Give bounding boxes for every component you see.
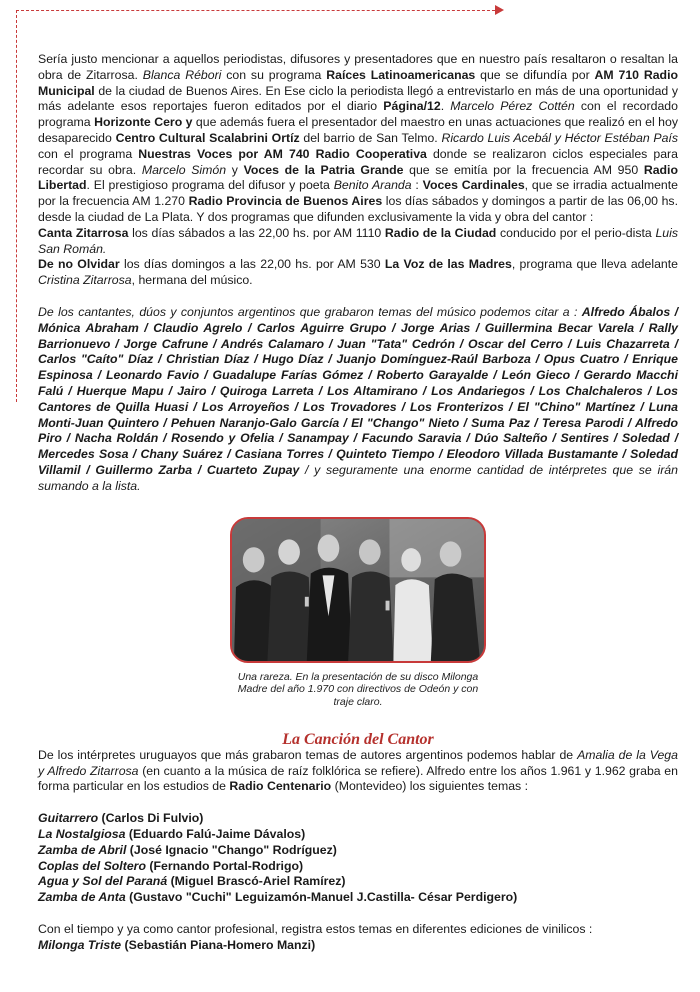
program-name: Raíces Latinoamericanas (326, 67, 476, 82)
list-item (38, 827, 678, 843)
program-name: Horizonte Cero y (94, 115, 193, 130)
text: que además fuera el presentador del maestro en unas actuaciones que realizó en el hoy desaparecido (38, 115, 679, 145)
list-item (38, 890, 678, 906)
song-authors: (Sebastián Piana-Homero Manzi) (121, 937, 316, 952)
song-title: Milonga Triste (38, 937, 122, 952)
text: Con el tiempo y ya como cantor profesional, registra estos temas en diferentes ediciones de vinilicos : (38, 921, 593, 936)
text: donde se realizaron ciclos especiales para recordar su obra. (38, 146, 678, 177)
decorative-arrow-line (16, 10, 500, 11)
text: los días sábados y domingos a partir de las 06,00 hs. desde la ciudad de La Plata. Y dos programas que difunden exclusivamente la vida y obra del cantor : (38, 194, 679, 224)
photo-illustration (232, 519, 484, 661)
text: : (411, 178, 423, 193)
photo-figure (230, 517, 486, 709)
venue-name: Centro Cultural Scalabrini Ortíz (115, 130, 300, 145)
list-item (38, 811, 678, 827)
person-name: Ricardo Luis Acebál y Héctor Estéban País (441, 130, 678, 145)
text: (Montevideo) los siguientes temas : (331, 779, 529, 794)
song-title: Zamba de Anta (38, 890, 126, 905)
song-title: La Nostalgiosa (38, 827, 126, 841)
text: De los cantantes, dúos y conjuntos argentinos que grabaron temas del músico podemos citar a : (38, 304, 582, 319)
song-authors: (Carlos Di Fulvio) (98, 811, 204, 826)
text: con su programa (221, 67, 327, 82)
program-name: De no Olvidar (38, 257, 120, 272)
song-title: Coplas del Soltero (38, 858, 146, 873)
paragraph-vinyl-editions (38, 922, 678, 938)
program-name: Voces Cardinales (422, 178, 525, 193)
paragraph-argentine-performers (38, 305, 678, 495)
song-authors: (Eduardo Falú-Jaime Dávalos) (125, 827, 306, 841)
paragraph-broadcasters (38, 52, 678, 226)
spacer (38, 795, 678, 811)
decorative-vertical-line (16, 10, 17, 402)
text: los días domingos a las 22,00 hs. por AM 530 (119, 257, 385, 272)
arrow-head-icon (495, 5, 504, 15)
list-item (38, 859, 678, 875)
text: . (440, 99, 451, 114)
historical-photo (230, 517, 486, 663)
program-name: Canta Zitarrosa (38, 225, 129, 240)
radio-name: Radio Centenario (229, 779, 332, 794)
article-body (38, 52, 678, 954)
text: del barrio de San Telmo. (299, 130, 442, 145)
spacer (38, 906, 678, 922)
radio-name: AM 710 Radio Municipal (38, 67, 678, 98)
paragraph-de-no-olvidar (38, 257, 678, 289)
newspaper-name: Página/12 (383, 99, 441, 114)
person-name: Amalia de la Vega y Alfredo Zitarrosa (38, 747, 678, 778)
radio-name: Radio Libertad (38, 162, 678, 193)
text: que se emitía por la frecuencia AM 950 (403, 162, 644, 177)
paragraph-uruguayan-performers (38, 748, 678, 795)
text: / y seguramente una enorme cantidad de intérpretes que se irán sumando a la lista. (38, 462, 678, 493)
person-name: Benito Aranda (333, 178, 412, 193)
song-list (38, 811, 678, 906)
song-title: Agua y Sol del Paraná (38, 874, 168, 889)
list-item (38, 938, 678, 954)
radio-name: Radio Provincia de Buenos Aires (188, 194, 383, 209)
text: de la ciudad de Buenos Aires. En Ese ciclo la periodista llegó a entrevistarlo en más de una oportunidad y más adelante esos reportajes fueron editados por el diario (38, 83, 678, 114)
text: y (226, 162, 244, 177)
text: Sería justo mencionar a aquellos periodistas, difusores y presentadores que en nuestro país resaltaron o resaltan la obra de Zitarrosa. (38, 52, 678, 82)
person-name: Luis San Román. (38, 225, 678, 256)
text: , que se irradia actualmente por la frecuencia AM 1.270 (38, 178, 679, 209)
text: , programa que lleva adelante (511, 257, 678, 272)
radio-name: La Voz de las Madres (384, 257, 512, 272)
text: De los intérpretes uruguayos que más grabaron temas de autores argentinos podemos hablar de (38, 747, 578, 762)
text: que se difundía por (475, 67, 595, 82)
person-name: Blanca Rébori (142, 67, 222, 82)
spacer (38, 289, 678, 305)
text: . El prestigioso programa del difusor y poeta (86, 178, 334, 193)
list-item (38, 843, 678, 859)
text: los días sábados a las 22,00 hs. por AM 1110 (128, 225, 385, 240)
paragraph-canta-zitarrosa (38, 226, 678, 258)
song-authors: (Fernando Portal-Rodrigo) (145, 858, 304, 873)
performers-list: Alfredo Ábalos / Mónica Abraham / Claudio Agrelo / Carlos Aguirre Grupo / Jorge Arias / Guillermina Becar Varela / Rally Barrionuevo / Jorge Cafrune / Andrés Calamaro / Juan "Tata" Cedrón / Oscar del Cerro / Luis Chazarreta / Carlos "Caíto" Díaz / Christian Díaz / Hugo Díaz / Juanjo Domínguez-Raúl Barboza / Opus Cuatro / Enrique Espinosa / Leonardo Favio / Guadalupe Farías Gómez / Roberto Garayalde / León Gieco / Gerardo Macchi Falú / Huerque Mapu / Jairo / Quiroga Larreta / Los Altamirano / Los Andariegos / Los Chalchaleros / Los Cantores de Quilla Huasi / Los Arroyeños / Los Trovadores / Los Fronterizos / El "Chino" Martínez / Luna Monti-Juan Quintero / Pehuen Naranjo-Galo García / El "Chango" Nieto / Suma Paz / Teresa Parodi / Alfredo Piro / Nacha Roldán / Rosendo y Ofelia / Sanampay / Facundo Saravia / Dúo Salteño / Sentires / Soledad / Mercedes Sosa / Chany Suárez / Casiana Torres / Quinteto Tiempo / Eleodoro Villada Bustamante / Soledad Villamil / Guillermo Zarba / Cuarteto Zupay (38, 304, 678, 477)
photo-caption: Una rareza. En la presentación de su disco Milonga Madre del año 1.970 con directivos de Odeón y con traje claro. (237, 670, 479, 708)
person-name: Marcelo Simón (141, 162, 227, 177)
radio-name: Radio de la Ciudad (384, 225, 497, 240)
text: (en cuanto a la música de raíz folklórica se refiere). Alfredo entre los años 1.961 y 1.962 graba en forma particular en los estudios de (38, 763, 678, 794)
text: , hermana del músico. (131, 273, 253, 288)
song-authors: (Gustavo "Cuchi" Leguizamón-Manuel J.Castilla- César Perdigero) (125, 890, 518, 905)
program-name: Nuestras Voces por AM 740 Radio Cooperativa (138, 146, 427, 161)
text: conducido por el perio-dista (496, 225, 656, 240)
list-item (38, 874, 678, 890)
song-list-vinyl (38, 938, 678, 954)
section-title: La Canción del Cantor (282, 731, 434, 749)
song-authors: (Miguel Brascó-Ariel Ramírez) (167, 874, 346, 889)
program-name: Voces de la Patria Grande (243, 162, 404, 177)
person-name: Marcelo Pérez Cottén (450, 99, 575, 114)
person-name: Cristina Zitarrosa (38, 273, 132, 288)
text: con el recordado programa (38, 99, 678, 130)
song-title: Zamba de Abril (38, 842, 127, 857)
song-authors: (José Ignacio "Chango" Rodríguez) (126, 842, 337, 857)
song-title: Guitarrero (38, 811, 99, 826)
text: con el programa (38, 146, 139, 161)
